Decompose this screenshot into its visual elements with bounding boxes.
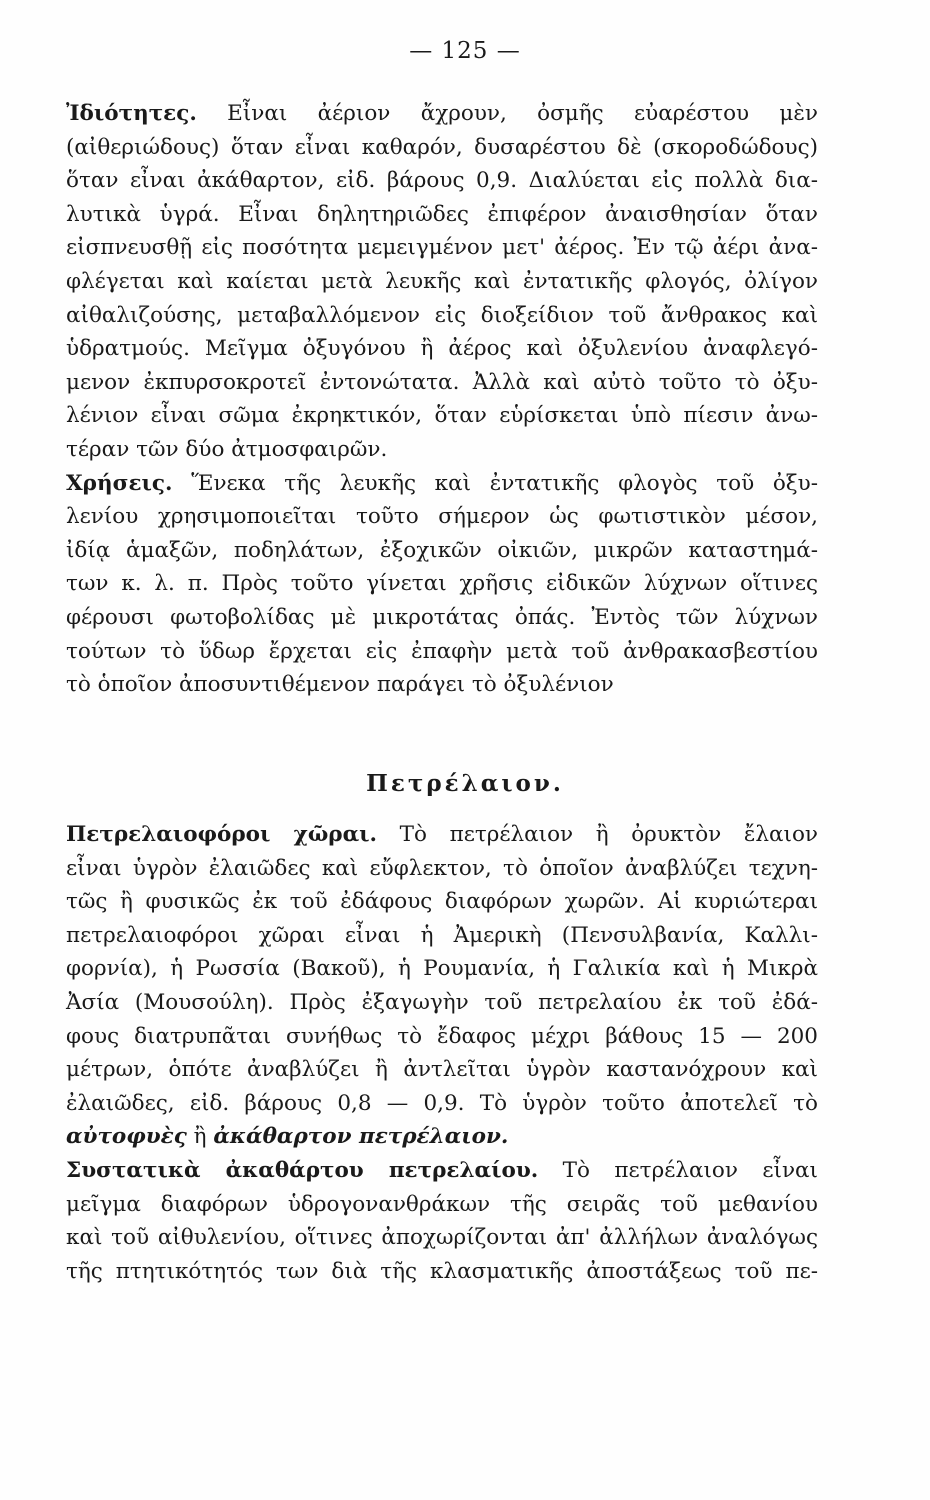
paragraph-line (66, 1154, 818, 1188)
paragraph-line: των κ. λ. π. Πρὸς τοῦτο γίνεται χρῆσις εἰδικῶν λύχνων οἵτινες (66, 571, 818, 597)
paragraph-line: τῆς πτητικότητός των διὰ τῆς κλασματικῆς ἀποστάξεως τοῦ πε- (66, 1258, 818, 1284)
section-heading-oil-countries: Πετρελαιοφόροι χῶραι. (66, 822, 378, 847)
paragraph-line: ἰδίᾳ ἁμαξῶν, ποδηλάτων, ἐξοχικῶν οἰκιῶν, μικρῶν καταστημά- (66, 537, 818, 563)
section-heading-constituents: Συστατικὰ ἀκαθάρτου πετρελαίου. (66, 1157, 539, 1183)
paragraph-line: τῶς ἢ φυσικῶς ἐκ τοῦ ἐδάφους διαφόρων χωρῶν. Αἱ κυριώτεραι (66, 889, 818, 915)
paragraph-line: μενον ἐκπυρσοκροτεῖ ἐντονώτατα. Ἀλλὰ καὶ αὐτὸ τοῦτο τὸ ὀξυ- (66, 369, 818, 395)
paragraph-line: Ἀσία (Μουσούλη). Πρὸς ἐξαγωγὴν τοῦ πετρελαίου ἐκ τοῦ ἐδά- (66, 989, 818, 1015)
paragraph-line (66, 818, 818, 852)
paragraph-line: φους διατρυπᾶται συνήθως τὸ ἔδαφος μέχρι βάθους 15 — 200 (66, 1023, 818, 1049)
paragraph-line: εἰσπνευσθῇ εἰς ποσότητα μεμειγμένον μετ' ἀέρος. Ἐν τῷ ἀέρι ἀνα- (66, 235, 818, 261)
page-number: — 125 — (409, 38, 521, 64)
line-text: Τὸ πετρέλαιον εἶναι (538, 1157, 818, 1183)
paragraph-line: τέραν τῶν δύο ἀτμοσφαιρῶν. (66, 436, 388, 462)
paragraph-line (66, 467, 818, 501)
paragraph-line: ὑδρατμούς. Μεῖγμα ὀξυγόνου ἢ ἀέρος καὶ ὀξυλενίου ἀναφλεγό- (66, 336, 818, 362)
paragraph-line (66, 97, 818, 131)
line-text: Εἶναι ἀέριον ἄχρουν, ὀσμῆς εὐαρέστου μὲν (196, 101, 818, 126)
line-text: ἢ (186, 1124, 214, 1150)
paragraph-line: εἶναι ὑγρὸν ἐλαιῶδες καὶ εὔφλεκτον, τὸ ὁποῖον ἀναβλύζει τεχνη- (66, 855, 818, 881)
paragraph-line: ἐλαιῶδες, εἰδ. βάρους 0,8 — 0,9. Τὸ ὑγρὸν τοῦτο ἀποτελεῖ τὸ (66, 1090, 818, 1116)
chapter-title: Πετρέλαιον. (366, 770, 564, 797)
paragraph-line: μέτρων, ὁπότε ἀναβλύζει ἢ ἀντλεῖται ὑγρὸν καστανόχρουν καὶ (66, 1057, 818, 1083)
section-heading-uses: Χρήσεις. (66, 470, 173, 496)
paragraph-line: λένιον εἶναι σῶμα ἐκρηκτικόν, ὅταν εὑρίσκεται ὑπὸ πίεσιν ἀνω- (66, 403, 818, 429)
paragraph-line: φορνία), ἡ Ρωσσία (Βακοῦ), ἡ Ρουμανία, ἡ Γαλικία καὶ ἡ Μικρὰ (66, 956, 818, 982)
line-text: Τὸ πετρέλαιον ἢ ὀρυκτὸν ἔλαιον (377, 822, 818, 847)
paragraph-line: ὅταν εἶναι ἀκάθαρτον, εἰδ. βάρους 0,9. Διαλύεται εἰς πολλὰ δια- (66, 168, 818, 194)
paragraph-line: φέρουσι φωτοβολίδας μὲ μικροτάτας ὀπάς. Ἐντὸς τῶν λύχνων (66, 604, 818, 630)
text-block-petroleum (66, 818, 818, 1288)
paragraph-line: λυτικὰ ὑγρά. Εἶναι δηλητηριῶδες ἐπιφέρον ἀναισθησίαν ὅταν (66, 201, 818, 227)
text-block-acetylene (66, 97, 818, 702)
paragraph-line: αἰθαλιζούσης, μεταβαλλόμενον εἰς διοξείδιον τοῦ ἄνθρακος καὶ (66, 302, 818, 328)
paragraph-line: τὸ ὁποῖον ἀποσυντιθέμενον παράγει τὸ ὀξυλένιον (66, 672, 614, 698)
paragraph-line: (αἰθεριώδους) ὅταν εἶναι καθαρόν, δυσαρέστου δὲ (σκοροδώδους) (66, 134, 818, 160)
paragraph-line: μεῖγμα διαφόρων ὑδρογονανθράκων τῆς σειρᾶς τοῦ μεθανίου (66, 1191, 818, 1217)
paragraph-line (66, 1120, 818, 1154)
paragraph-line: λενίου χρησιμοποιεῖται τοῦτο σήμερον ὡς φωτιστικὸν μέσον, (66, 504, 818, 530)
emphasis-term: ἀκάθαρτον πετρέλαιον. (213, 1124, 509, 1150)
section-heading-properties: Ἰδιότητες. (66, 101, 197, 126)
line-text: Ἕνεκα τῆς λευκῆς καὶ ἐντατικῆς φλογὸς τοῦ ὀξυ- (172, 470, 818, 496)
paragraph-line: καὶ τοῦ αἰθυλενίου, οἵτινες ἀποχωρίζονται ἀπ' ἀλλήλων ἀναλόγως (66, 1225, 818, 1251)
emphasis-term: αὐτοφυὲς (66, 1124, 187, 1150)
paragraph-line: τούτων τὸ ὕδωρ ἔρχεται εἰς ἐπαφὴν μετὰ τοῦ ἀνθρακασβεστίου (66, 638, 818, 664)
paragraph-line: φλέγεται καὶ καίεται μετὰ λευκῆς καὶ ἐντατικῆς φλογός, ὀλίγον (66, 268, 818, 294)
paragraph-line: πετρελαιοφόροι χῶραι εἶναι ἡ Ἀμερικὴ (Πενσυλβανία, Καλλι- (66, 922, 818, 948)
